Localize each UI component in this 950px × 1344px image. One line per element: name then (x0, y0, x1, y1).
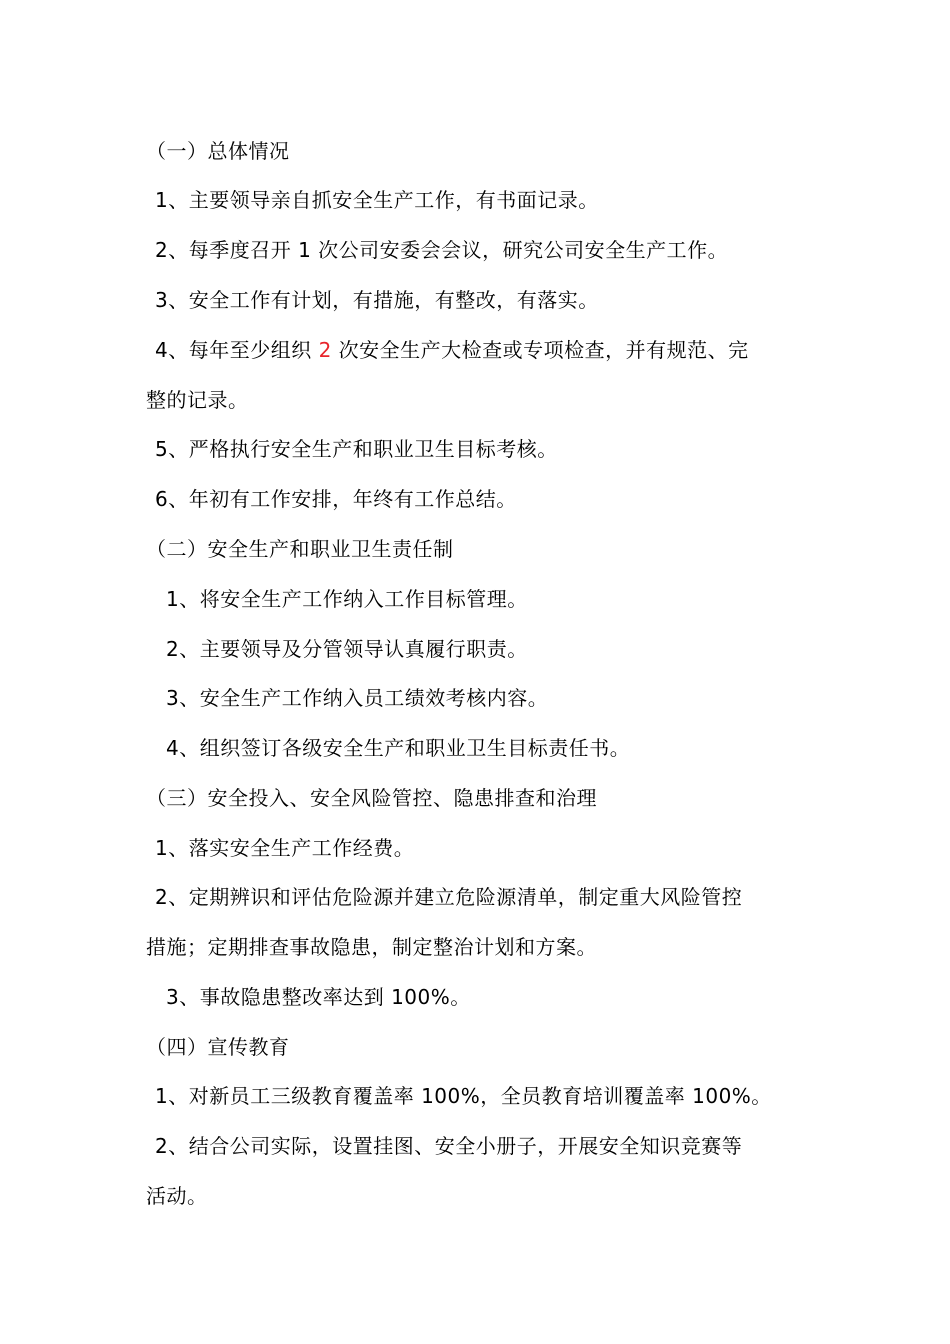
list-item-continuation: 活动。 (146, 1184, 208, 1208)
list-item-prefix: 4、每年至少组织 (155, 338, 319, 362)
section-heading: （四）宣传教育 (146, 1035, 290, 1059)
list-item: 6、年初有工作安排，年终有工作总结。 (155, 487, 517, 511)
list-item: 1、对新员工三级教育覆盖率 100%，全员教育培训覆盖率 100%。 (155, 1084, 772, 1108)
list-item: 5、严格执行安全生产和职业卫生目标考核。 (155, 437, 558, 461)
section-heading: （三）安全投入、安全风险管控、隐患排查和治理 (146, 786, 597, 810)
list-item-continuation: 整的记录。 (146, 388, 249, 412)
list-item: 1、落实安全生产工作经费。 (155, 836, 415, 860)
list-item: 2、主要领导及分管领导认真履行职责。 (166, 637, 528, 661)
list-item: 2、每季度召开 1 次公司安委会会议，研究公司安全生产工作。 (155, 238, 729, 262)
list-item: 1、将安全生产工作纳入工作目标管理。 (166, 587, 528, 611)
list-item: 3、安全工作有计划，有措施，有整改，有落实。 (155, 288, 599, 312)
section-heading: （一）总体情况 (146, 139, 290, 163)
list-item: 3、事故隐患整改率达到 100%。 (166, 985, 471, 1009)
list-item-continuation: 措施；定期排查事故隐患，制定整治计划和方案。 (146, 935, 597, 959)
list-item-suffix: 次安全生产大检查或专项检查，并有规范、完 (331, 338, 749, 362)
list-item (155, 335, 749, 365)
list-item: 4、组织签订各级安全生产和职业卫生目标责任书。 (166, 736, 631, 760)
list-item: 2、定期辨识和评估危险源并建立危险源清单，制定重大风险管控 (155, 885, 743, 909)
highlight-number: 2 (318, 338, 332, 362)
section-heading: （二）安全生产和职业卫生责任制 (146, 537, 454, 561)
list-item: 1、主要领导亲自抓安全生产工作，有书面记录。 (155, 188, 599, 212)
list-item: 2、结合公司实际，设置挂图、安全小册子，开展安全知识竞赛等 (155, 1134, 743, 1158)
list-item: 3、安全生产工作纳入员工绩效考核内容。 (166, 686, 549, 710)
